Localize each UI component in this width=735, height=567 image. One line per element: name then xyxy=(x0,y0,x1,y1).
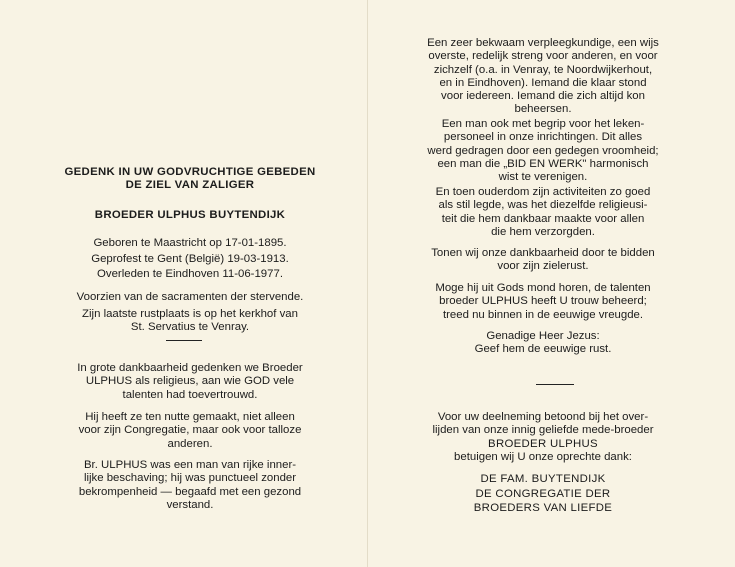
fold-line xyxy=(367,0,368,567)
text-line: lijke beschaving; hij was punctueel zonder xyxy=(83,472,297,485)
text-line: En toen ouderdom zijn activiteiten zo goed xyxy=(435,186,651,198)
header-line: DE ZIEL VAN ZALIGER xyxy=(125,179,255,192)
text-line: BROEDER ULPHUS xyxy=(488,437,598,450)
text-line: wist te verenigen. xyxy=(498,171,588,184)
text-line: voor zijn zielerust. xyxy=(497,260,589,273)
prayer xyxy=(388,330,698,357)
text-line: verstand. xyxy=(166,498,214,511)
divider xyxy=(166,340,202,341)
paragraph-3 xyxy=(40,459,340,512)
prayer-line: Genadige Heer Jezus: xyxy=(486,330,600,342)
header xyxy=(40,166,340,193)
text-line: broeder ULPHUS heeft U trouw beheerd; xyxy=(439,295,647,308)
life-dates xyxy=(40,236,340,283)
text-line: beheersen. xyxy=(514,103,572,116)
signatory-line: BROEDERS VAN LIEFDE xyxy=(473,502,613,514)
signatory-line: DE FAM. BUYTENDIJK xyxy=(480,473,606,485)
signatory-line: DE CONGREGATIE DER xyxy=(475,487,611,500)
resting-place xyxy=(40,308,340,335)
text-line: als stil legde, was het diezelfde religieusi- xyxy=(438,199,648,212)
born-line: Geboren te Maastricht op 17-01-1895. xyxy=(93,237,287,249)
text-line: In grote dankbaarheid gedenken we Broeder xyxy=(77,362,303,374)
text-line: personeel in onze inrichtingen. Dit alles xyxy=(443,131,643,144)
prayer-line: Geef hem de eeuwige rust. xyxy=(474,343,612,356)
paragraph-2 xyxy=(388,118,698,184)
text-line: Een zeer bekwaam verpleegkundige, een wijs xyxy=(427,37,659,49)
text-line: treed nu binnen in de eeuwige vreugde. xyxy=(442,308,644,321)
paragraph-1 xyxy=(388,37,698,117)
paragraph-4 xyxy=(388,247,698,274)
professed-line: Geprofest te Gent (België) 19-03-1913. xyxy=(91,252,289,265)
text-line: die hem verzorgden. xyxy=(491,225,595,238)
sacraments-line: Voorzien van de sacramenten der stervende. xyxy=(76,291,304,303)
signatories xyxy=(388,472,698,516)
text-line: overste, redelijk streng voor anderen, en voor xyxy=(428,50,658,63)
text-line: voor zijn Congregatie, maar ook voor talloze xyxy=(78,424,302,437)
paragraph-5 xyxy=(388,282,698,322)
divider xyxy=(536,384,574,385)
resting-line: Zijn laatste rustplaats is op het kerkhof van xyxy=(82,308,298,320)
text-line: Br. ULPHUS was een man van rijke inner- xyxy=(83,459,297,471)
paragraph-2 xyxy=(40,411,340,451)
paragraph-1 xyxy=(40,362,340,402)
text-line: Een man ook met begrip voor het leken- xyxy=(441,118,645,130)
text-line: bekrompenheid — begaafd met een gezond xyxy=(78,485,302,498)
text-line: lijden van onze innig geliefde mede-broeder xyxy=(432,424,654,437)
text-line: anderen. xyxy=(167,437,213,450)
text-line: een man die „BID EN WERK" harmonisch xyxy=(437,157,649,170)
text-line: werd gedragen door een gedegen vroomheid; xyxy=(427,144,659,157)
right-panel xyxy=(388,0,698,567)
text-line: Hij heeft ze ten nutte gemaakt, niet alleen xyxy=(85,411,295,423)
header-line: GEDENK IN UW GODVRUCHTIGE GEBEDEN xyxy=(64,166,316,178)
text-line: Voor uw deelneming betoond bij het over- xyxy=(437,411,649,423)
deceased-name: BROEDER ULPHUS BUYTENDIJK xyxy=(94,209,286,221)
text-line: betuigen wij U onze oprechte dank: xyxy=(454,450,632,463)
resting-line: St. Servatius te Venray. xyxy=(130,321,250,334)
thanks-paragraph xyxy=(388,411,698,464)
text-line: teit die hem dankbaar maakte voor allen xyxy=(441,212,645,225)
text-line: ULPHUS als religieus, aan wie GOD vele xyxy=(85,375,295,388)
text-line: zichzelf (o.a. in Venray, te Noordwijkerhout, xyxy=(433,63,653,76)
text-line: Moge hij uit Gods mond horen, de talenten xyxy=(435,282,651,294)
died-line: Overleden te Eindhoven 11-06-1977. xyxy=(97,268,283,280)
text-line: Tonen wij onze dankbaarheid door te bidden xyxy=(431,247,655,259)
text-line: en in Eindhoven). Iemand die klaar stond xyxy=(439,76,647,89)
text-line: voor iedereen. Iemand die zich altijd kon xyxy=(441,90,645,103)
left-panel xyxy=(40,0,340,567)
paragraph-3 xyxy=(388,186,698,239)
text-line: talenten had toevertrouwd. xyxy=(122,388,258,401)
